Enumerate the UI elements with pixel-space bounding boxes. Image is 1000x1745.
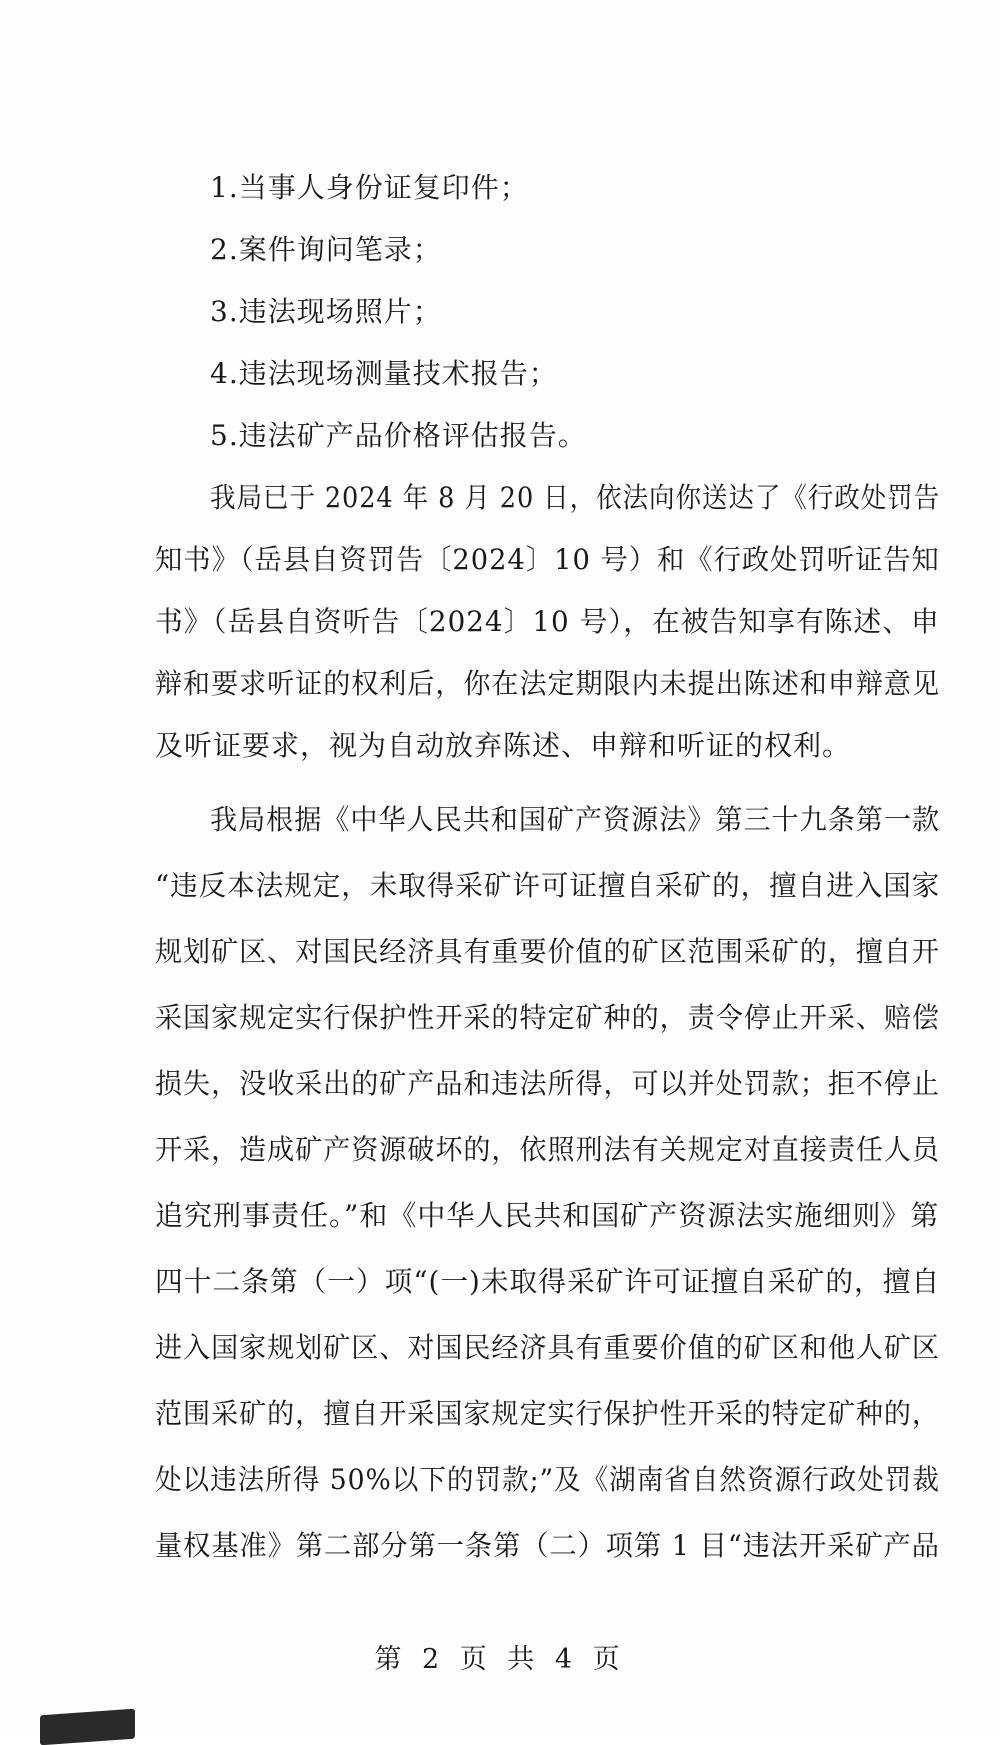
paragraph-basis-line-4: 采国家规定实行保护性开采的特定矿种的，责令停止开采、赔偿 [155, 1001, 940, 1034]
paragraph-basis-line-6: 开采，造成矿产资源破坏的，依照刑法有关规定对直接责任人员 [155, 1133, 940, 1166]
paragraph-basis-line-3: 规划矿区、对国民经济具有重要价值的矿区范围采矿的，擅自开 [155, 935, 940, 968]
paragraph-basis-line-1: 我局根据《中华人民共和国矿产资源法》第三十九条第一款 [210, 803, 941, 836]
paragraph-basis-line-8: 四十二条第（一）项“(一)未取得采矿许可证擅自采矿的，擅自 [155, 1265, 941, 1298]
paragraph-notice-line-2: 知书》（岳县自资罚告〔2024〕10 号）和《行政处罚听证告知 [155, 543, 940, 576]
paragraph-basis-line-11: 处以违法所得 50%以下的罚款;”及《湖南省自然资源行政处罚裁 [155, 1463, 940, 1496]
scan-shadow [40, 1709, 135, 1745]
paragraph-notice-line-4: 辩和要求听证的权利后，你在法定期限内未提出陈述和申辩意见 [155, 667, 940, 700]
evidence-item-4: 4.违法现场测量技术报告； [210, 357, 558, 390]
paragraph-notice-line-1: 我局已于 2024 年 8 月 20 日，依法向你送达了《行政处罚告 [210, 481, 941, 514]
paragraph-notice-line-3: 书》（岳县自资听告〔2024〕10 号），在被告知享有陈述、申 [155, 605, 940, 638]
evidence-item-2: 2.案件询问笔录； [210, 233, 442, 266]
paragraph-basis-line-7: 追究刑事责任。”和《中华人民共和国矿产资源法实施细则》第 [155, 1199, 940, 1232]
paragraph-basis-line-2: “违反本法规定，未取得采矿许可证擅自采矿的，擅自进入国家 [155, 869, 941, 902]
paragraph-basis-line-12: 量权基准》第二部分第一条第（二）项第 1 目“违法开采矿产品 [155, 1529, 940, 1562]
evidence-item-1: 1.当事人身份证复印件； [210, 171, 529, 204]
evidence-item-3: 3.违法现场照片； [210, 295, 442, 328]
paragraph-basis-line-9: 进入国家规划矿区、对国民经济具有重要价值的矿区和他人矿区 [155, 1331, 940, 1364]
paragraph-basis-line-5: 损失，没收采出的矿产品和违法所得，可以并处罚款；拒不停止 [155, 1067, 940, 1100]
paragraph-basis-line-10: 范围采矿的，擅自开采国家规定实行保护性开采的特定矿种的， [155, 1397, 940, 1430]
paragraph-notice-line-5: 及听证要求，视为自动放弃陈述、申辩和听证的权利。 [155, 729, 852, 762]
page-number: 第 2 页 共 4 页 [374, 1644, 626, 1675]
evidence-item-5: 5.违法矿产品价格评估报告。 [210, 419, 587, 452]
